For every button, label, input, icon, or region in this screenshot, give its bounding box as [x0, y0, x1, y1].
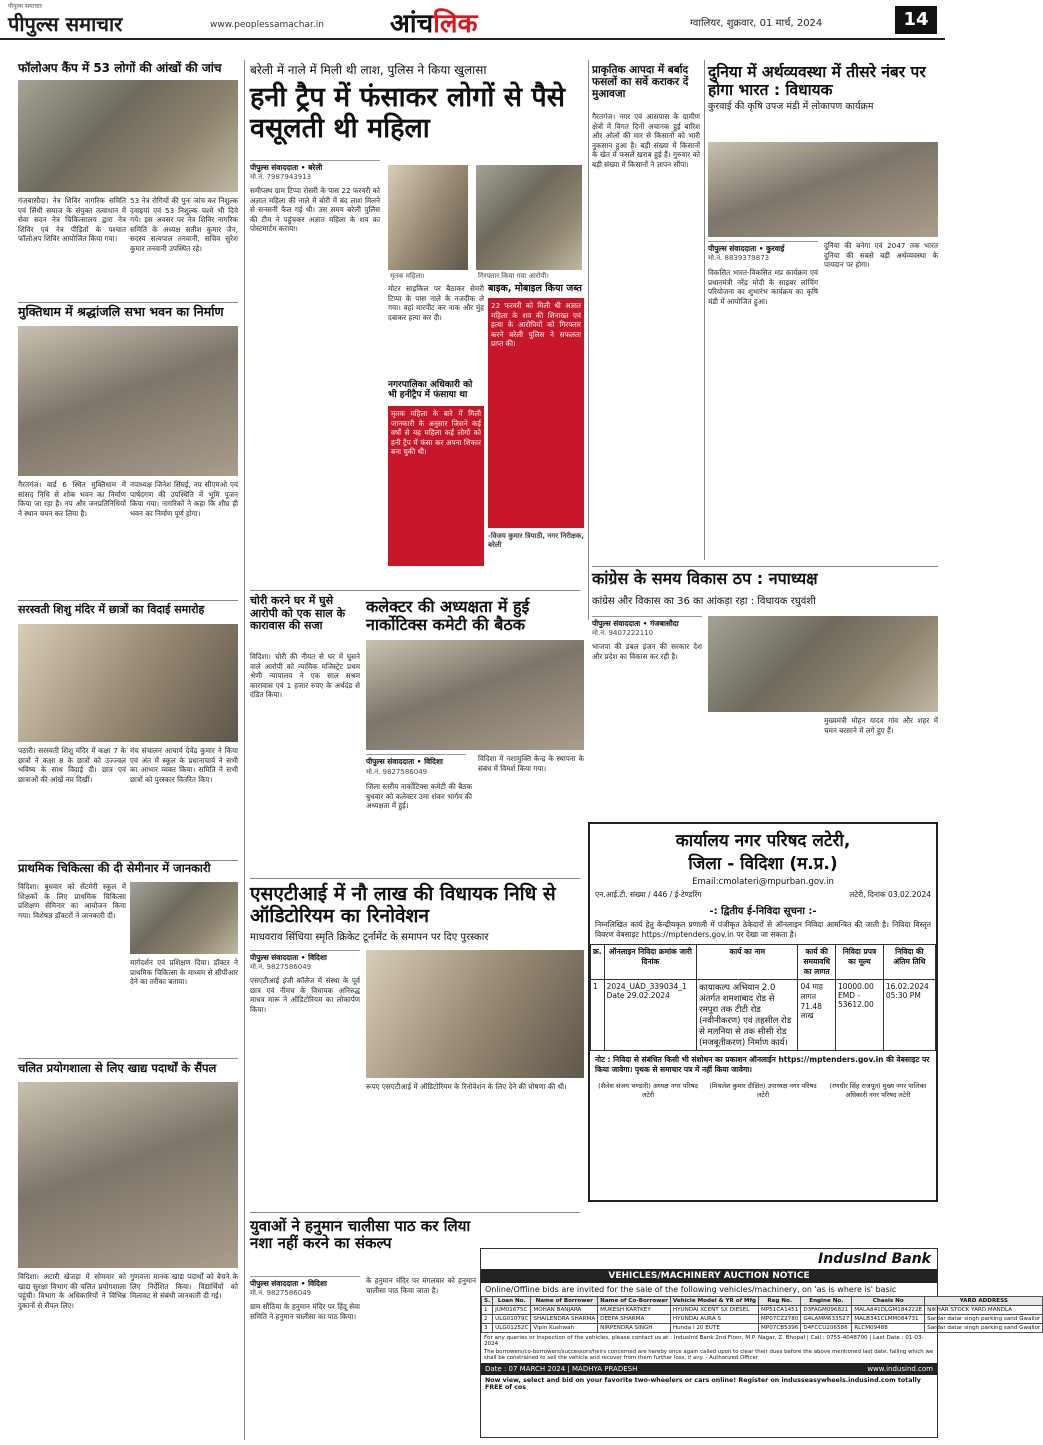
tender-cell-work: कायाकल्प अभियान 2.0 अंतर्गत शमशाबाद रोड से रमपुरा तक टीटी रोड (नवीनीकरण) एवं तहसील रोड से मलनिया से तक सीसी रोड (मजबूतीकरण) निर्माण कार्य। [697, 980, 798, 1051]
narcotics-body-col2: विदिशा में नशामुक्ति केन्द्र के स्थापना के संबंध में विमर्श किया गया। [478, 754, 584, 773]
indusind-auction-ad [480, 1248, 1041, 1438]
theft-body: विदिशा। चोरी की नीयत से घर में घुसने वाले आरोपी को न्यायिक मजिस्ट्रेट प्रथम श्रेणी न्यायालय ने एक साल सश्रम कारावास एवं 1 हजार रुपए के अर्थदंड से दंडित किया। [250, 652, 360, 699]
article-seminar-headline: प्राथमिक चिकित्सा की दी सेमीनार में जानकारी [18, 861, 211, 875]
auction-cell: D3FAGM096821 [801, 1306, 852, 1315]
sati-body-col2: रूपए एसएटीआई में ऑडिटोरियम के रिनोवेशन के लिए देने की घोषणा की थी। [366, 1082, 567, 1091]
page-number: 14 [895, 6, 937, 34]
auction-col-6: Engine No. [801, 1297, 852, 1306]
bank-tagline: Now view, select and bid on your favorite two-wheelers or cars online! Register on indusseasywheels.indusind.com totally FREE of cos [485, 1377, 921, 1391]
hanuman-body-col2: के हनुमान मंदिर पर मंगलवार को हनुमान चालीसा पाठ किया जाता है। [366, 1276, 476, 1295]
auction-cell: SHAILENDRA SHARMA [531, 1315, 598, 1324]
economy-subheadline: कुरवाई की कृषि उपज मंडी में लोकापण कार्यक्रम [708, 101, 874, 112]
economy-body-col1: विकसित भारत-विकसित मप्र कार्यक्रम एवं प्रधानमंत्री नरेंद्र मोदी के साइबर लांचिंग परियोजना का शुभारंभ कार्यक्रम का कृषि मंडी में आयोजित हुआ। [708, 268, 818, 306]
auction-cell: MOHAN BANJARA [531, 1306, 598, 1315]
muktidham-body-col2: नपाध्यक्ष जिनेश सिंघई, नप सीएमओ एवं पार्षदगण की उपस्थिति में भूमि पूजन किया गया। नागरिकों ने कहा कि शीघ्र ही भवन का निर्माण पूर्ण होगा। [130, 480, 238, 518]
farewell-photo [18, 624, 238, 742]
auction-cell: Vipin Kushwah [531, 1324, 598, 1333]
auction-col-7: Chasis No [852, 1297, 925, 1306]
foodlab-body-col2: गुणवत्ता मानक खाद्य पदार्थों को बेचने के लिए निर्देशित किया। विद्यार्थियों को मिलावट से संबंधी जानकारी दी गई। [130, 1272, 238, 1300]
tender-notice-heading: -: द्वितीय ई-निविदा सूचना :- [709, 906, 817, 917]
bank-date: Date : 07 MARCH 2024 | MADHYA PRADESH [485, 1365, 638, 1373]
auction-cell: MP51CA1451 [759, 1306, 801, 1315]
auction-col-3: Name of Co-Borrower [598, 1297, 671, 1306]
bank-footer: For any queries or inspection of the vehicles, please contact us at : IndusInd Bank 2nd Floor, M.P. Nagar, Z. Bhopal | Call : 0755-4048700 | Last Date : 01-03-2024 [484, 1335, 924, 1347]
auction-cell: RLCM09488 [852, 1324, 925, 1333]
auction-cell: HYUNDAI AURA S [670, 1315, 758, 1324]
auction-cell: 1 [482, 1306, 493, 1315]
article-sati-headline: एसएटीआई में नौ लाख की विधायक निधि से ऑडिटोरियम का रिनोवेशन [250, 883, 556, 927]
tender-col-fee: निविदा प्रपत्र का मूल्य [836, 945, 884, 980]
economy-byline: पीपुल्स संवाददाता • कुरवाई [708, 241, 818, 254]
tender-col-sno: क्र. [591, 945, 605, 980]
economy-mobile: मो.नं. 8839379873 [708, 254, 770, 262]
auction-cell: JUM01675C [493, 1306, 531, 1315]
tender-signatory-president: (शैलेश संजय भण्डारी) अध्यक्ष नगर परिषद लटेरी [598, 1082, 698, 1099]
auction-cell: Sardar datar singh parking sand Gwalior [925, 1324, 1043, 1333]
article-economy-headline: दुनिया में अर्थव्यवस्था में तीसरे नंबर पर होगा भारत : विधायक [708, 63, 926, 99]
seminar-body-col1: विदिशा। बुधवार को सेंटमेरी स्कूल में शिक्षकों के लिए प्राथमिक चिकित्सा प्रशिक्षण सेमिनार का आयोजन किया गया। विशेषज्ञ डॉक्टरों ने जानकारी दी। [18, 882, 126, 920]
section-title [390, 4, 477, 40]
table-row [482, 1306, 1043, 1315]
bank-brand: IndusInd Bank [818, 1251, 931, 1267]
lead-note-headline: बाइक, मोबाइल किया जब्त [488, 283, 582, 294]
auction-cell: G4LAMM633527 [801, 1315, 852, 1324]
auction-cell: NIKHAR STOCK YARD MANDLA [925, 1306, 1043, 1315]
lead-signoff: -विजय कुमार त्रिपाठी, नगर निरीक्षक, बरेली [488, 532, 584, 549]
congress-body-col1: भाजपा की डबल इंजन की सरकार देश और प्रदेश का विकास कर रही है। [592, 642, 702, 661]
farewell-body-col1: पठारी। सरस्वती शिशु मंदिर में कक्षा 7 के छात्रों ने कक्षा 8 के छात्रों को उज्ज्वल भविष्य के साथ विदाई दी। छात्र एवं छात्राओं की आंखें नम दिखीं। [18, 746, 126, 784]
congress-body-col2: मुख्यमंत्री मोहन यादव गांव और शहर में चमन बरसाने में लगे हुए हैं। [824, 716, 938, 735]
tender-title: कार्यालय नगर परिषद लटेरी, [675, 831, 851, 851]
sati-photo [366, 950, 584, 1078]
auction-cell: D4FCCU206586 [801, 1324, 852, 1333]
auction-cell: ULG01079C [493, 1315, 531, 1324]
auction-col-0: S. [482, 1297, 493, 1306]
eyecamp-body-col1: गंजबासौदा। नेत्र शिविर नागरिक समिति एवं सिंधी समाज के संयुक्त तत्वाधान में सेवा सदन नेत्र चिकित्सालय द्वारा नेत्र शिविर एवं नेत्र पीड़ितों के पश्चात फॉलोअप शिविर आयोजित किया गया। [18, 196, 126, 243]
tender-cell-lastdate: 16.02.2024 05:30 PM [883, 980, 935, 1051]
article-hanuman-headline: युवाओं ने हनुमान चालीसा पाठ कर लिया नशा नहीं करने का संकल्प [250, 1217, 471, 1253]
lead-note-body: 22 फरवरी को मिली थी अज्ञात महिला के शव की शिनाख्त एवं हत्या के आरोपियों को गिरफ्तार करने बरेली पुलिस ने सफलता प्राप्त की। [488, 298, 584, 528]
auction-cell: 3 [482, 1324, 493, 1333]
tender-date: लटेरी, दिनांक 03.02.2024 [849, 890, 931, 899]
hanuman-mobile: मो.नं. 9827586049 [250, 1289, 312, 1297]
section-title-b: लिक [433, 9, 478, 39]
narcotics-mobile: मो.नं. 9827586049 [366, 768, 428, 776]
table-row [482, 1324, 1043, 1333]
auction-cell: Hunda I 20 EUTE [670, 1324, 758, 1333]
auction-cell: MP07CZ2780 [759, 1315, 801, 1324]
congress-subheadline: कांग्रेस और विकास का 36 का आंकड़ा रहा : विधायक रघुवंशी [592, 596, 816, 607]
auction-cell: DEEPA SHARMA [598, 1315, 671, 1324]
article-narcotics-headline: कलेक्टर की अध्यक्षता में हुई नार्कोटिक्स कमेटी की बैठक [366, 597, 530, 635]
dateline: ग्वालियर, शुक्रवार, 01 मार्च, 2024 [690, 18, 823, 29]
auction-cell: Sardar datar singh parking sand Gwalior [925, 1315, 1043, 1324]
victim-photo-caption: मृतक महिला। [390, 272, 425, 280]
seminar-body-col2: मार्गदर्शन एवं प्रशिक्षण दिया। डॉक्टर ने प्राथमिक चिकित्सा के माध्यम से सीपीआर देने का तरीका बताया। [130, 958, 238, 986]
accused-photo [476, 165, 582, 270]
tender-col-lastdate: निविदा की अंतिम तिथि [883, 945, 935, 980]
tender-col-number: ऑनलाइन निविदा क्रमांक जारी दिनांक [604, 945, 696, 980]
tender-title-district: जिला - विदिशा (म.प्र.) [688, 854, 838, 874]
congress-mobile: मो.नं. 9407222110 [592, 629, 654, 637]
auction-col-2: Name of Borrower [531, 1297, 598, 1306]
table-row [591, 980, 936, 1051]
auction-cell: MALA841DLGM184222E [852, 1306, 925, 1315]
logo-tagline: पीपुल्स समाचार [8, 3, 43, 10]
article-muktidham-headline: मुक्तिधाम में श्रद्धांजलि सभा भवन का निर्माण [18, 304, 224, 319]
auction-cell: MP07CB5396 [759, 1324, 801, 1333]
foodlab-photo [18, 1082, 238, 1268]
bank-url[interactable]: www.indusind.com [867, 1365, 933, 1373]
bank-footer-2: The borrowers/co-borrowers/successors/heirs concerned are hereby once again called upon to clear their dues before the above mentioned last date, failing which we shall be constrained to sell the vehicle and recover from them further loss, if any. - Authorized Officer [484, 1349, 934, 1361]
foodlab-body-col1: विदिशा। अटारी खेजड़ा में सोमवार को खाद्य सुरक्षा विभाग की चलित प्रयोगशाला पहुंची। विभाग के अधिकारियों ने विभिन्न दुकानों से सैंपल लिए। [18, 1272, 126, 1310]
auction-col-1: Loan No. [493, 1297, 531, 1306]
victim-photo [388, 165, 468, 270]
lead-body-col1: समीपस्थ ग्राम टिप्पा रोसरी के पास 22 फरवरी को अज्ञात महिला की नाले में बोरी में बंद लाश मिलने से सनसनी फैल गई थी। उस समय बरेली पुलिस की टीम ने पहुंचकर अज्ञात महिला के शव का पोस्टमार्टम कराया। [250, 186, 380, 233]
sati-body-col1: एसएटीआई इंजी कॉलेज में संस्था के पूर्व छात्र एवं नीमच के विधायक अनिरुद्ध माधव मारू ने ऑडिटोरियम का लोकार्पण किया। [250, 976, 360, 1014]
auction-col-4: Vehicle Model & YR of Mfg [670, 1297, 758, 1306]
article-crops-headline: प्राकृतिक आपदा में बर्बाद फसलों का सर्वे कराकर दें मुआवजा [592, 64, 689, 101]
narcotics-byline: पीपुल्स संवाददाता • विदिशा [366, 754, 466, 767]
lead-side-body: मृतक महिला के बारे में मिली जानकारी के अनुसार जिसने कई वर्षों से यह महिला कई लोगों को हनी ट्रैप में फंसा कर अपना शिकार बना चुकी थी। [388, 406, 484, 566]
tender-cell-fee: 10000.00 EMD - 53612.00 [836, 980, 884, 1051]
economy-photo [708, 142, 938, 237]
eyecamp-body-col2: 53 नेत्र रोगियों की पुनः जांच कर निशुल्क दवाइयां एवं 53 निशुल्क चश्मे भी दिये गये। इस अवसर पर नेत्र शिविर नागरिक समिति के अध्यक्ष सतीश कुमार जैन, सदस्य सत्यपाल तनवानी, सचिव सुरेश कुमार तनवानी उपस्थित रहे। [130, 196, 238, 253]
article-farewell-headline: सरस्वती शिशु मंदिर में छात्रों का विदाई समारोह [18, 603, 205, 616]
section-title-a: आंच [390, 9, 434, 39]
tender-cell-duration: 04 माह लागत 71.48 लाख [798, 980, 836, 1051]
website-link[interactable]: www.peoplessamachar.in [210, 20, 324, 30]
sati-subheadline: माधवराव सिंधिया स्मृति क्रिकेट टूर्नामेंट के समापन पर दिए पुरस्कार [250, 932, 489, 943]
hanuman-body-col1: ग्राम सौंठिया के हनुमान मंदिर पर हिंदू सेवा समिति ने हनुमान चालीसा का पाठ किया। [250, 1302, 360, 1321]
muktidham-body-col1: गैरतगंज। वार्ड 6 स्थित मुक्तिधाम में सांसद निधि से शोक भवन का निर्माण किया जा रहा है। नप और जनप्रतिनिधियों ने स्थान चयन कर लिया है। [18, 480, 126, 518]
tender-table [590, 944, 936, 1051]
lead-byline: पीपुल्स संवाददाता • बरेली [250, 160, 380, 173]
narcotics-photo [366, 640, 584, 750]
tender-signatory-vice: (मिथलेश कुमार दीक्षित) उपाध्यक्ष नगर परिषद लटेरी [709, 1082, 817, 1099]
auction-table [481, 1296, 1043, 1333]
tender-col-duration: कार्य की समयावधि का लागत [798, 945, 836, 980]
newspaper-logo: पीपुल्स समाचार [8, 12, 123, 36]
farewell-body-col2: मंच संचालन आचार्य देवेंद्र कुमार ने किया एवं अंत में स्कूल के प्रधानाचार्य ने सभी का आभार व्यक्त किया। समिति ने सभी छात्रों को पुरस्कार वितरित किए। [130, 746, 238, 784]
auction-col-8: YARD ADDRESS [925, 1297, 1043, 1306]
tender-notice [588, 822, 938, 1202]
bank-intro: Online/Offline bids are invited for the sale of the following vehicles/machinery, on 'as is where is' basic [485, 1285, 897, 1294]
sati-mobile: मो.नं. 9827586049 [250, 963, 312, 971]
tender-cell-number: 2024_UAD_339034_1 Date 29.02.2024 [604, 980, 696, 1051]
muktidham-photo [18, 326, 238, 476]
lead-body-col2: मोटर साइकिल पर बैठाकर सेमरी टिप्पा के पास नाले के नजदीक ले गया। वहां मारपीट कर नाक और मुंह दबाकर हत्या कर दी। [388, 284, 484, 322]
sati-byline: पीपुल्स संवाददाता • विदिशा [250, 950, 360, 963]
economy-body-col2: दुनिया की बनेगा एवं 2047 तक भारत दुनिया की सबसे बड़ी अर्थव्यवस्था के पायदान पर होगा। [824, 241, 938, 269]
tender-ref: एन.आई.टी. संख्या / 446 / ई-टेण्डरिंग [595, 890, 702, 899]
bank-notice-title: VEHICLES/MACHINERY AUCTION NOTICE [481, 1269, 937, 1283]
accused-photo-caption: गिरफ्तार किया गया आरोपी। [478, 272, 549, 280]
lead-kicker: बरेली में नाले में मिली थी लाश, पुलिस ने किया खुलासा [250, 63, 487, 77]
table-row [482, 1315, 1043, 1324]
auction-cell: MUKESH KARTKEY [598, 1306, 671, 1315]
tender-signatory-cmo: (रणधीर सिंह राजपूत) मुख्य नगर पालिका अधिकारी नगर परिषद लटेरी [829, 1082, 927, 1099]
narcotics-body-col1: जिला स्तरीय नार्कोटिक्स कमेटी की बैठक बुधवार को कलेक्टर उमा शंकर भार्गव की अध्यक्षता में हुई। [366, 782, 472, 810]
article-theft-headline: चोरी करने घर में घुसे आरोपी को एक साल के कारावास की सजा [250, 594, 346, 633]
tender-col-work: कार्य का नाम [697, 945, 798, 980]
seminar-photo [130, 882, 238, 954]
tender-cell-sno: 1 [591, 980, 605, 1051]
auction-cell: NIRPENDRA SINGH [598, 1324, 671, 1333]
auction-cell: HYUNDAI XCENT SX DIESEL [670, 1306, 758, 1315]
auction-col-5: Reg No. [759, 1297, 801, 1306]
crops-body: गैरतगंज। नगर एवं आसपास के ग्रामीण क्षेत्रों में विगत दिनों अचानक हुई बारिश और ओलों की मार से किसानों को भारी नुकसान हुआ है। बड़ी संख्या में किसानों के खेत में फसलें खराब हुई हैं। गुरुवार को बड़ी संख्या में किसानों ने ज्ञापन सौंपा। [592, 112, 700, 169]
congress-byline: पीपुल्स संवाददाता • गंजबासौदा [592, 616, 702, 629]
lead-side-headline: नगरपालिका अधिकारी को भी हनीट्रैप में फंसाया था [388, 380, 473, 401]
article-eyecamp-headline: फॉलोअप कैंप में 53 लोगों की आंखों की जांच [18, 61, 222, 75]
tender-note: नोट : निविदा से संबंधित किसी भी संशोधन का प्रकाशन ऑनलाईन https://mptenders.gov.in की वेबसाइट पर किया जावेगा। पृथक से समाचार पत्र में नहीं किया जावेगा। [595, 1055, 930, 1074]
tender-intro: निम्नलिखित कार्य हेतु केन्द्रीयकृत प्रणाली में पंजीकृत ठेकेदारों से ऑनलाइन निविदा आमन्त्रित की जाती है। निविदा विस्तृत विवरण वेबसाइट https://mptenders.gov.in पर देखा जा सकता है। [595, 920, 931, 939]
hanuman-byline: पीपुल्स संवाददाता • विदिशा [250, 1276, 360, 1289]
auction-cell: ULG01252C [493, 1324, 531, 1333]
masthead [0, 0, 945, 40]
tender-email[interactable]: Email:cmolateri@mpurban.gov.in [692, 877, 834, 887]
congress-photo [708, 616, 938, 712]
article-foodlab-headline: चलित प्रयोगशाला से लिए खाद्य पदार्थों के सैंपल [18, 1061, 217, 1075]
lead-mobile: मो.नं. 7987943913 [250, 173, 312, 181]
article-congress-headline: कांग्रेस के समय विकास ठप : नपाध्यक्ष [592, 569, 818, 588]
auction-cell: MALB341CLMM084731 [852, 1315, 925, 1324]
lead-headline: हनी ट्रैप में फंसाकर लोगों से पैसे वसूलती थी महिला [250, 82, 565, 145]
auction-cell: 2 [482, 1315, 493, 1324]
eyecamp-photo [18, 80, 238, 192]
